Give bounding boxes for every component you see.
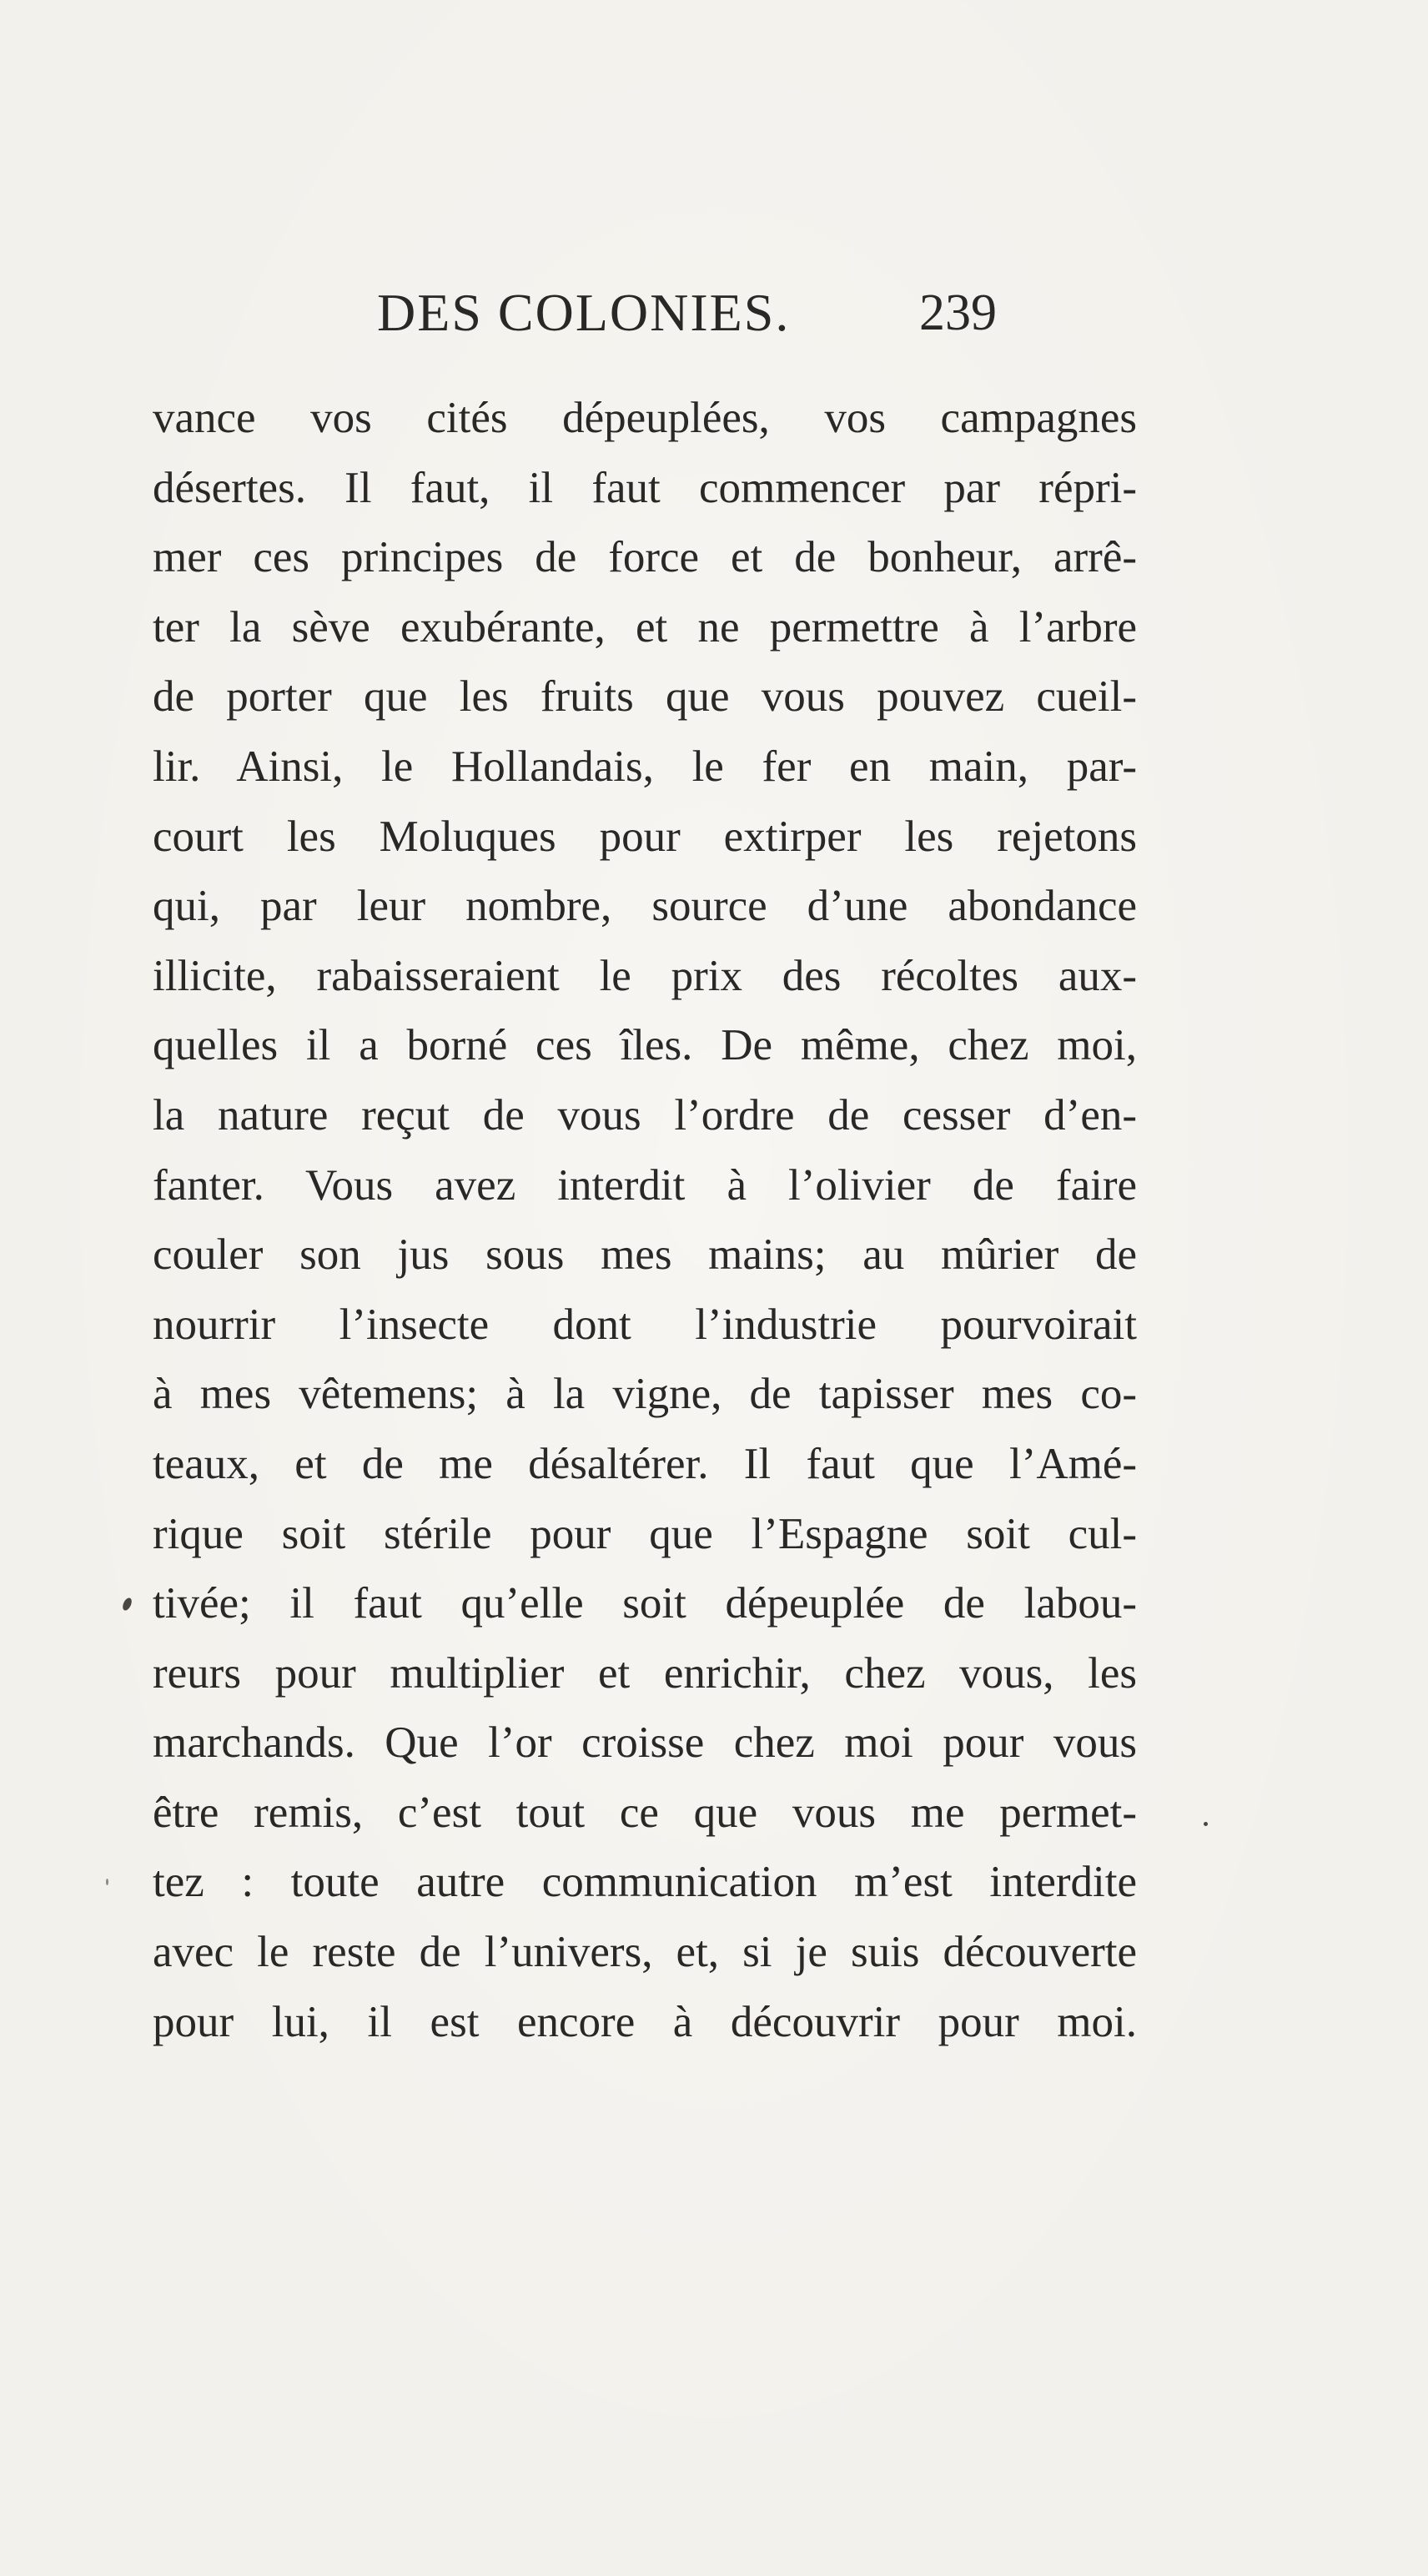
page-number: 239 xyxy=(919,284,997,341)
text-line: la nature reçut de vous l’ordre de cesser d’en- xyxy=(153,1090,1137,1140)
text-line: de porter que les fruits que vous pouvez cueil- xyxy=(153,672,1137,722)
text-line: reurs pour multiplier et enrichir, chez vous, les xyxy=(153,1648,1137,1698)
text-line: désertes. Il faut, il faut commencer par répri- xyxy=(153,463,1137,512)
ink-speck xyxy=(121,1597,133,1612)
ink-speck xyxy=(1204,1822,1208,1826)
text-line: lir. Ainsi, le Hollandais, le fer en main, par- xyxy=(153,742,1137,791)
running-head xyxy=(0,279,1428,346)
text-line: avec le reste de l’univers, et, si je suis découverte xyxy=(153,1928,1137,1977)
text-line: ter la sève exubérante, et ne permettre à l’arbre xyxy=(153,602,1137,652)
ink-speck xyxy=(106,1879,108,1885)
running-head-title: DES COLONIES. xyxy=(377,283,791,342)
text-line: quelles il a borné ces îles. De même, chez moi, xyxy=(153,1021,1137,1070)
text-line: teaux, et de me désaltérer. Il faut que l’Amé- xyxy=(153,1439,1137,1488)
text-line: tivée; il faut qu’elle soit dépeuplée de labou- xyxy=(153,1579,1137,1628)
text-line: fanter. Vous avez interdit à l’olivier de faire xyxy=(153,1160,1137,1210)
text-line: tez : toute autre communication m’est interdite xyxy=(153,1858,1137,1907)
text-line: mer ces principes de force et de bonheur, arrê- xyxy=(153,533,1137,582)
text-line: pour lui, il est encore à découvrir pour moi. xyxy=(153,1997,1137,2046)
text-line: illicite, rabaisseraient le prix des récoltes aux- xyxy=(153,951,1137,1000)
text-line: vance vos cités dépeuplées, vos campagnes xyxy=(153,394,1137,442)
text-line: marchands. Que l’or croisse chez moi pour vous xyxy=(153,1718,1137,1768)
body-text xyxy=(153,384,1137,2057)
text-line: couler son jus sous mes mains; au mûrier de xyxy=(153,1230,1137,1280)
text-line: être remis, c’est tout ce que vous me permet- xyxy=(153,1788,1137,1837)
text-line: qui, par leur nombre, source d’une abondance xyxy=(153,882,1137,931)
text-line: court les Moluques pour extirper les rejetons xyxy=(153,812,1137,861)
text-line: rique soit stérile pour que l’Espagne soit cul- xyxy=(153,1509,1137,1558)
text-line: à mes vêtemens; à la vigne, de tapisser mes co- xyxy=(153,1370,1137,1419)
text-line: nourrir l’insecte dont l’industrie pourvoirait xyxy=(153,1300,1137,1349)
